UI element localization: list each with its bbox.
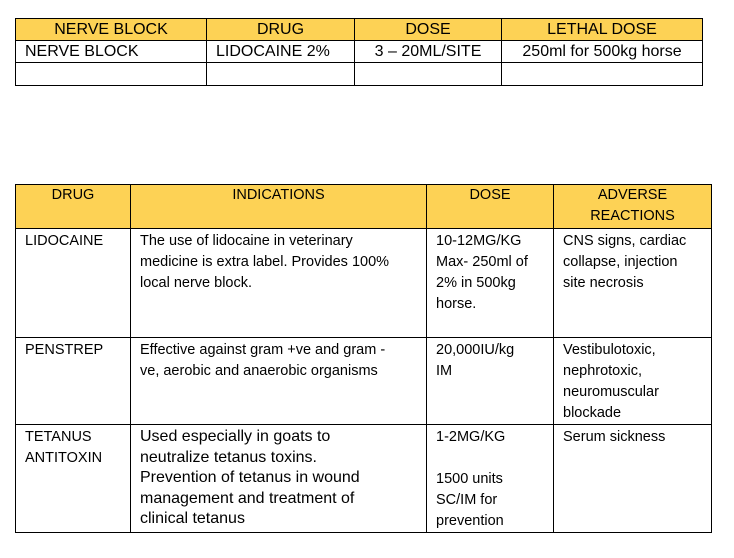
cell-drug: LIDOCAINE: [16, 229, 131, 338]
cell-drug: TETANUS ANTITOXIN: [16, 425, 131, 533]
cell-dose: 10-12MG/KG Max- 250ml of 2% in 500kg horse.: [427, 229, 554, 338]
header-nerve-block: NERVE BLOCK: [16, 19, 207, 41]
header-dose: DOSE: [355, 19, 502, 41]
cell-lethal-dose: 250ml for 500kg horse: [502, 41, 703, 63]
cell-drug: LIDOCAINE 2%: [207, 41, 355, 63]
header-drug: DRUG: [207, 19, 355, 41]
cell-dose: 20,000IU/kg IM: [427, 338, 554, 425]
header-indications: INDICATIONS: [131, 185, 427, 229]
cell-adverse-reactions: CNS signs, cardiac collapse, injection site necrosis: [554, 229, 712, 338]
table-row-lidocaine: [16, 229, 712, 338]
empty-cell: [355, 63, 502, 86]
cell-nerve-block: NERVE BLOCK: [16, 41, 207, 63]
cell-dose: 3 – 20ML/SITE: [355, 41, 502, 63]
cell-indications: Effective against gram +ve and gram - ve, aerobic and anaerobic organisms: [131, 338, 427, 425]
table-header-row: [16, 19, 703, 41]
table-row-empty: [16, 63, 703, 86]
header-dose: DOSE: [427, 185, 554, 229]
table-row-tetanus-antitoxin: [16, 425, 712, 533]
cell-drug: PENSTREP: [16, 338, 131, 425]
table-row: [16, 41, 703, 63]
table-row-penstrep: [16, 338, 712, 425]
cell-indications: Used especially in goats to neutralize tetanus toxins. Prevention of tetanus in wound management and treatment of clinical tetanus: [131, 425, 427, 533]
cell-adverse-reactions: Serum sickness: [554, 425, 712, 533]
nerve-block-table: [15, 18, 703, 86]
table-header-row: [16, 185, 712, 229]
empty-cell: [502, 63, 703, 86]
header-lethal-dose: LETHAL DOSE: [502, 19, 703, 41]
header-drug: DRUG: [16, 185, 131, 229]
drug-indications-table: [15, 184, 712, 533]
header-adverse-reactions: ADVERSE REACTIONS: [554, 185, 712, 229]
cell-dose: 1-2MG/KG 1500 units SC/IM for prevention: [427, 425, 554, 533]
cell-adverse-reactions: Vestibulotoxic, nephrotoxic, neuromuscular blockade: [554, 338, 712, 425]
empty-cell: [207, 63, 355, 86]
cell-indications: The use of lidocaine in veterinary medicine is extra label. Provides 100% local nerve block.: [131, 229, 427, 338]
empty-cell: [16, 63, 207, 86]
